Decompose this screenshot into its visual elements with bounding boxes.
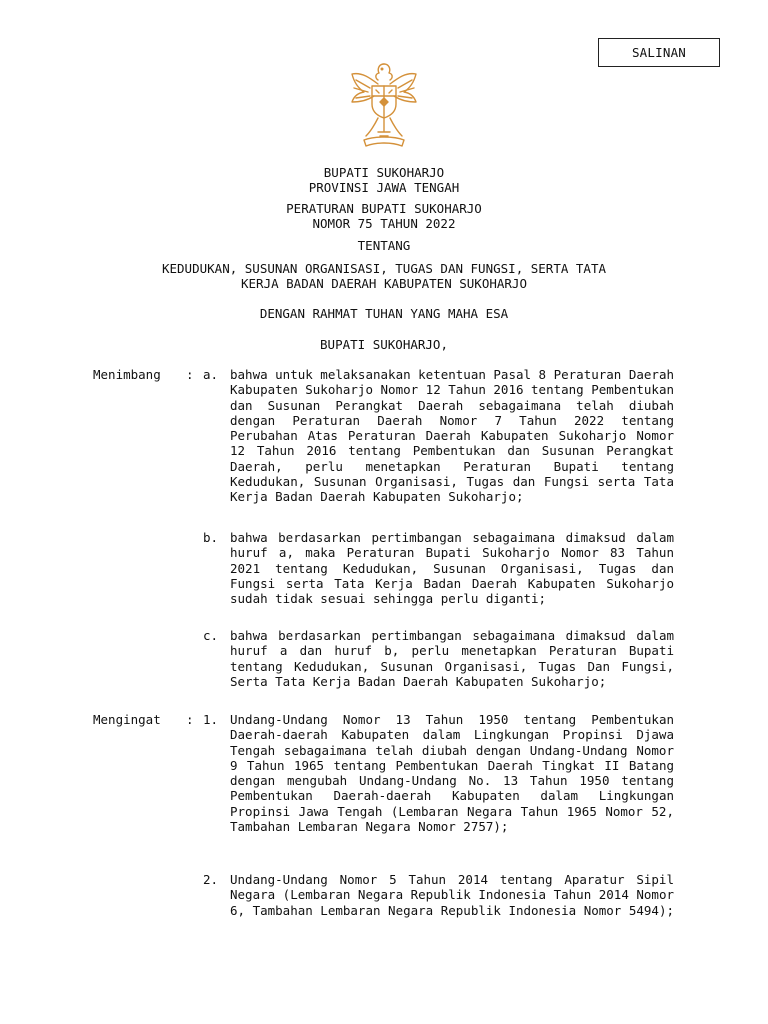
mengingat-item-2: Undang-Undang Nomor 5 Tahun 2014 tentang Aparatur Sipil Negara (Lembaran Negara Republik Indonesia Tahun 2014 Nomor 6, Tambahan Lembaran Negara Republik Indonesia Nomor 5494); bbox=[230, 872, 675, 918]
mengingat-marker-2: 2. bbox=[203, 872, 219, 887]
menimbang-marker-c: c. bbox=[203, 628, 219, 643]
menimbang-item-b: bahwa berdasarkan pertimbangan sebagaimana dimaksud dalam huruf a, maka Peraturan Bupati Sukoharjo Nomor 83 Tahun 2021 tentang Kedudukan, Susunan Organisasi, Tugas dan Fungsi serta Tata Kerja Badan Daerah Kabupaten Sukoharjo sudah tidak sesuai sehingga perlu diganti; bbox=[230, 530, 674, 607]
subject-line-1: KEDUDUKAN, SUSUNAN ORGANISASI, TUGAS DAN FUNGSI, SERTA TATA bbox=[161, 261, 606, 276]
mengingat-item-1: Undang-Undang Nomor 13 Tahun 1950 tentang Pembentukan Daerah-daerah Kabupaten dalam Lingkungan Propinsi Djawa Tengah sebagaimana telah diubah dengan Undang-Undang Nomor 9 Tahun 1965 tentang Pembentukan Daerah Tingkat II Batang dengan mengubah Undang-Undang No. 13 Tahun 1950 tentang Pembentukan Daerah-daerah Kabupaten dalam Lingkungan Propinsi Jawa Tengah (Lembaran Negara Tahun 1965 Nomor 52, Tambahan Lembaran Negara Nomor 2757); bbox=[230, 712, 674, 835]
menimbang-colon: : bbox=[186, 367, 194, 382]
menimbang-marker-a: a. bbox=[203, 367, 219, 382]
mengingat-label: Mengingat bbox=[93, 712, 161, 727]
invocation: DENGAN RAHMAT TUHAN YANG MAHA ESA bbox=[259, 306, 509, 321]
mengingat-marker-1: 1. bbox=[203, 712, 219, 727]
menimbang-label: Menimbang bbox=[93, 367, 161, 382]
menimbang-item-c: bahwa berdasarkan pertimbangan sebagaimana dimaksud dalam huruf a dan huruf b, perlu menetapkan Peraturan Bupati tentang Kedudukan, Susunan Organisasi, Tugas Dan Fungsi, Serta Tata Kerja Badan Daerah Kabupaten Sukoharjo; bbox=[230, 628, 674, 689]
tentang-heading: TENTANG bbox=[357, 238, 411, 253]
regulation-title: PERATURAN BUPATI SUKOHARJO bbox=[286, 201, 482, 216]
subject-line-2: KERJA BADAN DAERAH KABUPATEN SUKOHARJO bbox=[241, 276, 527, 291]
issuer-province: PROVINSI JAWA TENGAH bbox=[308, 180, 460, 195]
salinan-stamp: SALINAN bbox=[598, 38, 720, 67]
regulation-number: NOMOR 75 TAHUN 2022 bbox=[312, 216, 456, 231]
menimbang-marker-b: b. bbox=[203, 530, 219, 545]
garuda-emblem-icon bbox=[344, 60, 424, 150]
mengingat-colon: : bbox=[186, 712, 194, 727]
menimbang-item-a: bahwa untuk melaksanakan ketentuan Pasal 8 Peraturan Daerah Kabupaten Sukoharjo Nomor 12 Tahun 2016 tentang Pembentukan dan Susunan Perangkat Daerah sebagaimana telah diubah dengan Peraturan Daerah Nomor 7 Tahun 2022 tentang Perubahan Atas Peraturan Daerah Kabupaten Sukoharjo Nomor 12 Tahun 2016 tentang Pembentukan dan Susunan Perangkat Daerah, perlu menetapkan Peraturan Bupati tentang Kedudukan, Susunan Organisasi, Tugas dan Fungsi serta Tata Kerja Badan Daerah Kabupaten Sukoharjo; bbox=[230, 367, 675, 505]
addressee: BUPATI SUKOHARJO, bbox=[320, 337, 448, 352]
issuer-title: BUPATI SUKOHARJO bbox=[323, 165, 445, 180]
